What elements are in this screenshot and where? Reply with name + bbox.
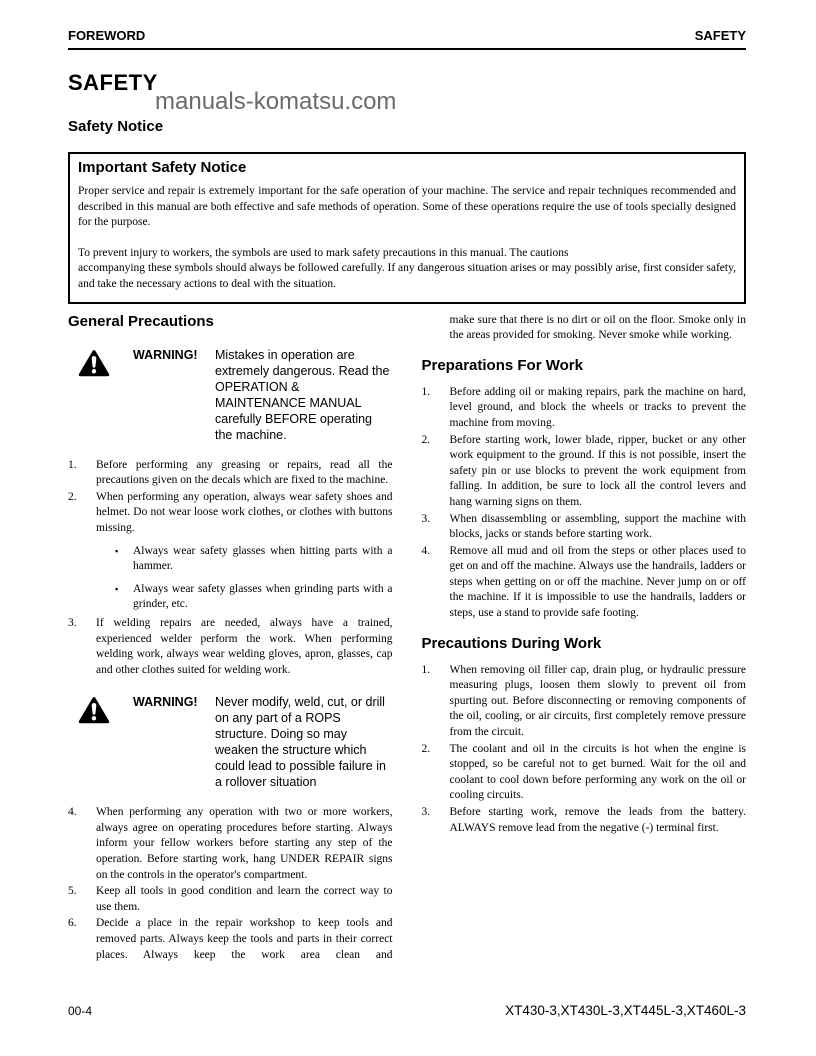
bullet-text: Always wear safety glasses when hitting parts with a hammer.: [133, 544, 393, 573]
list-item: [422, 663, 747, 741]
running-header: [68, 28, 746, 50]
left-column: [68, 313, 393, 964]
numbered-list-during-work: [422, 663, 747, 837]
subtitle: Safety Notice: [68, 118, 164, 135]
warning-triangle-icon: [78, 349, 110, 382]
notice-paragraph: Proper service and repair is extremely important for the safe operation of your machine. The service and repair techniques recommended and described in this manual are both effective and safe methods of operation. Some of these operations require the use of tools specially designed for the purpose.: [78, 185, 736, 229]
list-item-number: 1.: [421, 385, 431, 398]
list-item-text: When removing oil filler cap, drain plug, or hydraulic pressure measuring plugs, loosen them slowly to prevent oil from spurting out. Before disconnecting or removing components of the oil, cooling, or air circuits, first completely remove pressure from the circuit.: [449, 663, 746, 739]
list-item-text: Keep all tools in good condition and learn the correct way to use them.: [96, 885, 393, 913]
sub-bullet-list: [115, 544, 393, 613]
bullet-item: [115, 582, 393, 613]
list-item: [68, 490, 393, 615]
notice-paragraph-line: accompanying these symbols should always be followed carefully. If any dangerous situation arises or may possibly arise, first consider safety, and take the necessary actions to deal with the situation.: [78, 262, 736, 290]
running-header-right: SAFETY: [694, 28, 746, 43]
list-item: [422, 805, 747, 836]
bullet-item: [115, 544, 393, 575]
notice-box-heading: Important Safety Notice: [78, 159, 247, 176]
list-item-number: 5.: [68, 885, 77, 898]
list-item: [68, 805, 393, 883]
list-item-number: 1.: [421, 663, 431, 676]
warning-triangle-icon: [78, 696, 110, 729]
list-item: [422, 742, 747, 804]
running-header-left: FOREWORD: [68, 28, 146, 43]
warning-label: WARNING!: [133, 695, 198, 710]
list-item: [68, 458, 393, 489]
warning-block: [78, 694, 393, 790]
list-item-number: 3.: [421, 806, 431, 818]
list-item-number: 3.: [68, 616, 77, 629]
list-item: [422, 433, 747, 511]
list-item-text: When performing any operation with two or more workers, always agree on operating procedures before starting. Always inform your fellow workers before starting any step of the operation. Before starting work, hang UNDER REPAIR signs on the controls in the operator's compartment.: [96, 806, 393, 881]
bullet-text: Always wear safety glasses when grinding parts with a grinder, etc.: [133, 582, 393, 611]
list-item-text: If welding repairs are needed, always have a trained, experienced welder perform the work. When performing welding work, always wear welding gloves, apron, glasses, cap and other clothes suited for welding work.: [96, 616, 393, 676]
page-title: SAFETY: [68, 70, 158, 95]
warning-text: Mistakes in operation are extremely dangerous. Read the OPERATION & MAINTENANCE MANUAL carefully BEFORE operating the machine.: [215, 347, 390, 442]
list-item-body: [96, 490, 393, 615]
list-item: [422, 512, 747, 543]
list-item-text: Before starting work, remove the leads from the battery. ALWAYS remove lead from the negative (-) terminal first.: [449, 806, 746, 834]
warning-text: Never modify, weld, cut, or drill on any part of a ROPS structure. Doing so may weaken the structure which could lead to possible failure in a rollover situation: [215, 695, 386, 790]
list-item-text: Before starting work, lower blade, ripper, bucket or any other work equipment to the ground. If this is not possible, insert the safety pin or use blocks to prevent the work equipment from falling. In addition, be sure to lock all the control levers and hang warning signs on them.: [449, 433, 746, 508]
list-item-number: 1.: [68, 458, 77, 471]
list-item-text: When performing any operation, always wear safety shoes and helmet. Do not wear loose work clothes, or clothes with buttons missing.: [96, 490, 393, 534]
list-item: [68, 884, 393, 915]
list-item-text: The coolant and oil in the circuits is hot when the engine is stopped, so be careful not to get burned. Wait for the oil and coolant to cool down before performing any work on the oil or cooling circuits.: [449, 742, 746, 802]
numbered-list-general-precautions: [68, 458, 393, 679]
watermark-text: manuals-komatsu.com: [155, 88, 397, 115]
numbered-list-general-precautions-continued: [68, 805, 393, 963]
numbered-list-preparations: [422, 385, 747, 622]
bullet-marker-icon: ▪: [115, 583, 119, 594]
section-heading-general-precautions: General Precautions: [68, 312, 214, 330]
list-item-number: 4.: [68, 806, 77, 819]
bullet-marker-icon: ▪: [115, 545, 119, 556]
list-item-text: Decide a place in the repair workshop to keep tools and removed parts. Always keep the tools and parts in their correct places. Always keep the work area clean and: [96, 917, 393, 961]
list-item: [422, 385, 747, 432]
list-item-number: 2.: [421, 742, 431, 755]
list-item: [68, 916, 393, 963]
footer-models: XT430-3,XT430L-3,XT445L-3,XT460L-3: [505, 1003, 746, 1018]
list-item: [68, 616, 393, 678]
notice-paragraph-line: To prevent injury to workers, the symbols are used to mark safety precautions in this manual. The cautions: [78, 246, 569, 259]
list-item-text: Before performing any greasing or repairs, read all the precautions given on the decals which are fixed to the machine.: [96, 458, 393, 487]
warning-label: WARNING!: [133, 347, 198, 362]
section-heading-preparations-for-work: Preparations For Work: [421, 356, 583, 374]
right-column: [422, 313, 747, 964]
list-item-number: 4.: [421, 544, 431, 557]
list-item-number: 6.: [68, 917, 77, 930]
list-item-number: 2.: [421, 433, 431, 446]
warning-block: [78, 347, 393, 443]
important-safety-notice-box: [68, 152, 746, 304]
two-column-body: [68, 313, 746, 964]
footer-page-number: 00-4: [68, 1004, 93, 1018]
list-item-number: 3.: [421, 512, 431, 525]
notice-paragraph: [78, 246, 736, 293]
list-item: [422, 544, 747, 622]
list-item-text: When disassembling or assembling, support the machine with blocks, jacks or stands before starting work.: [449, 512, 746, 541]
list-item-text: Remove all mud and oil from the steps or other places used to get on and off the machine. Always use the handrails, ladders or steps when getting on or off the machine. Never jump on or off the machine. If it is impossible to use the handrails, ladders or steps, use a stand to provide safe footing.: [449, 544, 746, 620]
page-footer: [68, 1003, 746, 1018]
list-item-number: 2.: [68, 490, 77, 503]
section-heading-precautions-during-work: Precautions During Work: [421, 634, 602, 652]
continuation-paragraph: make sure that there is no dirt or oil on the floor. Smoke only in the areas provided for smoking. Never smoke while working.: [449, 313, 746, 342]
list-item-text: Before adding oil or making repairs, park the machine on hard, level ground, and block the wheels or tracks to prevent the machine from moving.: [449, 385, 746, 429]
